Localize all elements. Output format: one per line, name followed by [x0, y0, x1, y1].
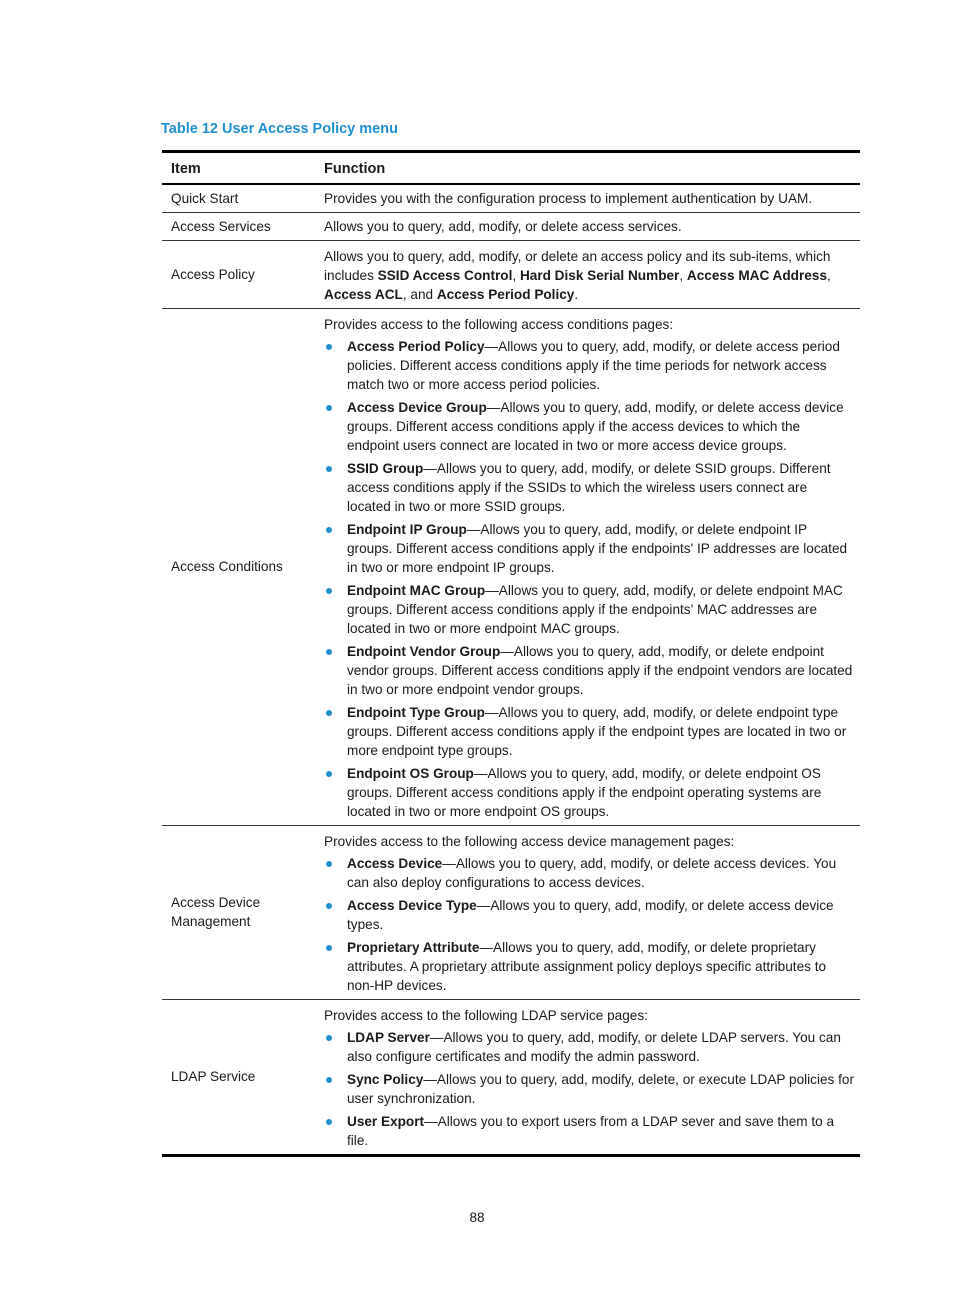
list-item: [324, 520, 854, 577]
bullet-icon: [326, 344, 332, 350]
row-item: [162, 825, 315, 999]
bullet-description: —Allows you to query, add, modify, or delete access devices. You can also deploy configurations to access devices.: [347, 855, 837, 890]
bullet-term: Endpoint Vendor Group: [347, 643, 501, 659]
table-header-row: [162, 152, 860, 185]
bullet-list: [324, 337, 854, 821]
bullet-term: LDAP Server: [347, 1029, 430, 1045]
user-access-policy-table: [162, 150, 860, 1157]
bullet-term: SSID Group: [347, 460, 424, 476]
list-item: [324, 337, 854, 394]
page-number: 88: [469, 1210, 485, 1225]
bullet-icon: [326, 945, 332, 951]
bullet-list: [324, 854, 854, 995]
bullet-term: Endpoint Type Group: [347, 704, 485, 720]
bullet-description: —Allows you to query, add, modify, or delete endpoint OS groups. Different access conditions apply if the endpoint operating systems are located in two or more endpoint OS groups.: [347, 765, 822, 819]
item-line: Access Device: [171, 895, 261, 910]
header-function: Function: [315, 152, 860, 185]
section-intro: Provides access to the following access conditions pages:: [324, 316, 674, 332]
bullet-icon: [326, 588, 332, 594]
table-row: [162, 184, 860, 212]
row-item: Access Policy: [162, 240, 315, 308]
term: SSID Access Control: [377, 267, 513, 283]
bullet-icon: [326, 1077, 332, 1083]
bullet-term: User Export: [347, 1113, 425, 1129]
bullet-icon: [326, 903, 332, 909]
text: Allows you to query, add, modify, or delete an access policy and its sub-items, which includes: [324, 248, 831, 283]
bullet-description: —Allows you to query, add, modify, or delete LDAP servers. You can also configure certificates and modify the admin password.: [347, 1029, 841, 1064]
bullet-description: —Allows you to query, add, modify, or delete proprietary attributes. A proprietary attribute assignment policy deploys specific attributes to non-HP devices.: [347, 939, 827, 993]
list-item: [324, 642, 854, 699]
row-function: [315, 999, 860, 1155]
table-row: [162, 825, 860, 999]
section-intro: Provides access to the following LDAP service pages:: [324, 1007, 648, 1023]
bullet-icon: [326, 527, 332, 533]
table-row: [162, 212, 860, 240]
bullet-description: —Allows you to query, add, modify, or delete access device types.: [347, 897, 834, 932]
bullet-description: —Allows you to query, add, modify, or delete endpoint IP groups. Different access conditions apply if the endpoints' IP addresses are located in two or more endpoint IP groups.: [347, 521, 848, 575]
list-item: [324, 938, 854, 995]
bullet-description: —Allows you to query, add, modify, or delete access device groups. Different access conditions apply if the access devices to which the endpoint users connect are located in two or more access device groups.: [347, 399, 844, 453]
bullet-term: Access Device Group: [347, 399, 487, 415]
text: .: [574, 286, 579, 302]
text: , and: [402, 286, 437, 302]
item-line: Management: [171, 914, 251, 929]
row-item: LDAP Service: [162, 999, 315, 1155]
row-item: Access Conditions: [162, 308, 315, 825]
bullet-icon: [326, 710, 332, 716]
row-function: [315, 240, 860, 308]
bullet-description: —Allows you to query, add, modify, delete, or execute LDAP policies for user synchronization.: [347, 1071, 854, 1106]
list-item: [324, 398, 854, 455]
bullet-icon: [326, 861, 332, 867]
list-item: [324, 581, 854, 638]
bullet-term: Endpoint IP Group: [347, 521, 467, 537]
header-item: Item: [162, 152, 315, 185]
text: ,: [679, 267, 687, 283]
bullet-icon: [326, 649, 332, 655]
bullet-icon: [326, 466, 332, 472]
list-item: [324, 854, 854, 892]
bullet-description: —Allows you to query, add, modify, or delete access period policies. Different access conditions apply if the time periods for network access match two or more access period policies.: [347, 338, 840, 392]
table-row: [162, 308, 860, 825]
bullet-term: Sync Policy: [347, 1071, 424, 1087]
bullet-description: —Allows you to export users from a LDAP sever and save them to a file.: [347, 1113, 835, 1148]
bullet-term: Endpoint OS Group: [347, 765, 474, 781]
access-policy-description: [324, 241, 854, 308]
term: Access Period Policy: [436, 286, 575, 302]
text: ,: [826, 267, 831, 283]
list-item: [324, 1028, 854, 1066]
bullet-icon: [326, 1035, 332, 1041]
bullet-term: Proprietary Attribute: [347, 939, 480, 955]
term: Access MAC Address: [686, 267, 827, 283]
bullet-term: Endpoint MAC Group: [347, 582, 486, 598]
table-row: [162, 240, 860, 308]
bullet-icon: [326, 771, 332, 777]
bullet-icon: [326, 1119, 332, 1125]
list-item: [324, 703, 854, 760]
bullet-description: —Allows you to query, add, modify, or delete endpoint MAC groups. Different access conditions apply if the endpoints' MAC addresses are located in two or more endpoint MAC groups.: [347, 582, 843, 636]
bullet-term: Access Period Policy: [347, 338, 485, 354]
list-item: [324, 896, 854, 934]
row-function: [315, 825, 860, 999]
term: Hard Disk Serial Number: [519, 267, 680, 283]
table-row: [162, 999, 860, 1155]
bullet-term: Access Device: [347, 855, 443, 871]
list-item: [324, 459, 854, 516]
bullet-description: —Allows you to query, add, modify, or delete SSID groups. Different access conditions apply if the SSIDs to which the wireless users connect are located in two or more SSID groups.: [347, 460, 831, 514]
bullet-list: [324, 1028, 854, 1150]
bullet-description: —Allows you to query, add, modify, or delete endpoint type groups. Different access conditions apply if the endpoint types are located in two or more endpoint type groups.: [347, 704, 847, 758]
list-item: [324, 1112, 854, 1150]
row-function: [315, 308, 860, 825]
row-function: Provides you with the configuration process to implement authentication by UAM.: [324, 190, 813, 206]
table-caption: Table 12 User Access Policy menu: [161, 121, 398, 137]
bullet-icon: [326, 405, 332, 411]
row-item: Quick Start: [171, 190, 239, 206]
bullet-description: —Allows you to query, add, modify, or delete endpoint vendor groups. Different access conditions apply if the endpoint vendors are located in two or more endpoint vendor groups.: [347, 643, 853, 697]
bullet-term: Access Device Type: [347, 897, 477, 913]
row-function: Allows you to query, add, modify, or delete access services.: [315, 212, 860, 240]
text: ,: [512, 267, 520, 283]
term: Access ACL: [324, 286, 403, 302]
section-intro: Provides access to the following access device management pages:: [324, 833, 735, 849]
list-item: [324, 764, 854, 821]
row-item: Access Services: [162, 212, 315, 240]
list-item: [324, 1070, 854, 1108]
